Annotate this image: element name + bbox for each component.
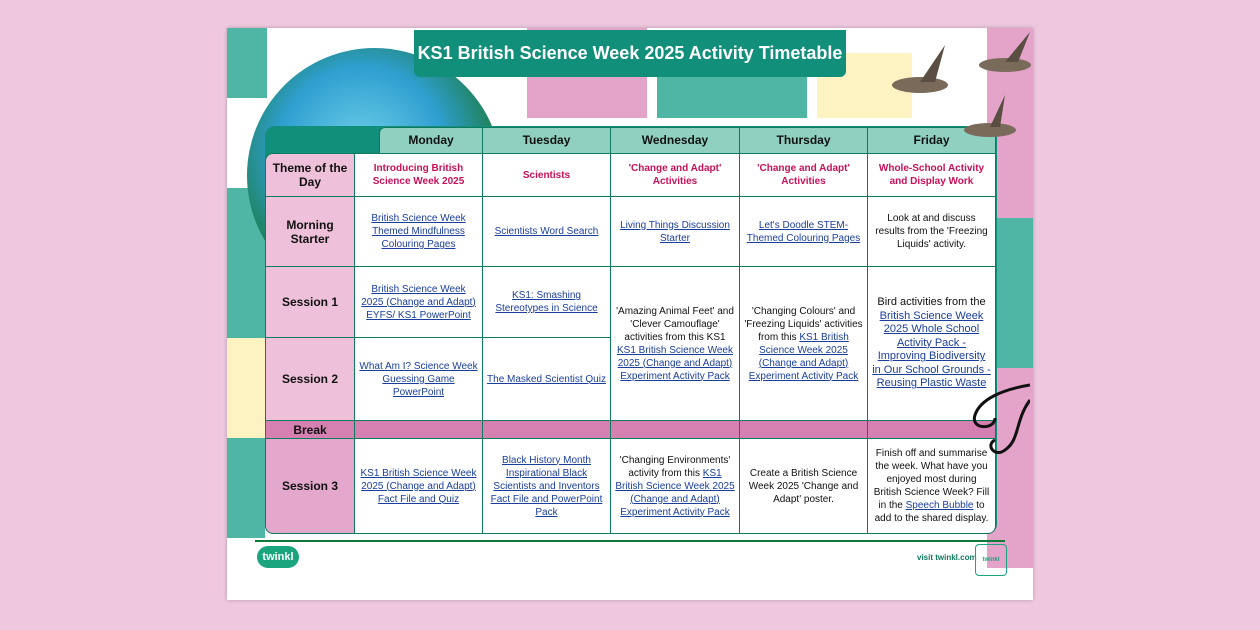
theme-wednesday: 'Change and Adapt' Activities xyxy=(610,153,740,197)
cell-text: Finish off and summarise the week. What have you enjoyed most during British Science Week? Fill in the xyxy=(873,448,990,511)
cell-text: 'Amazing Animal Feet' and 'Clever Camouflage' activities from this KS1 xyxy=(616,305,734,343)
twinkl-logo: twinkl xyxy=(257,546,299,568)
session12-thursday xyxy=(739,266,868,421)
break-monday xyxy=(354,420,483,439)
morning-wednesday xyxy=(610,196,740,267)
resource-link[interactable]: Scientists Word Search xyxy=(494,226,599,237)
session2-tuesday xyxy=(482,337,611,421)
resource-link[interactable]: The Masked Scientist Quiz xyxy=(487,373,606,385)
morning-friday: Look at and discuss results from the 'Freezing Liquids' activity. xyxy=(867,196,996,267)
geese-illustration xyxy=(880,30,1040,160)
session1-tuesday xyxy=(482,266,611,338)
resource-link[interactable]: British Science Week 2025 (Change and Adapt) EYFS/ KS1 PowerPoint xyxy=(361,283,476,321)
morning-monday xyxy=(354,196,483,267)
morning-thursday xyxy=(739,196,868,267)
session1-monday xyxy=(354,266,483,338)
break-thursday xyxy=(739,420,868,439)
swirl-decoration xyxy=(960,380,1030,460)
cell-text: to add to the shared display. xyxy=(874,500,989,524)
page-title: KS1 British Science Week 2025 Activity Timetable xyxy=(414,30,846,77)
bg-tile xyxy=(997,218,1033,368)
speech-bubble-link[interactable]: Speech Bubble xyxy=(905,500,974,511)
header-tuesday: Tuesday xyxy=(482,127,611,154)
cell-text: 'Changing Environments' activity from this xyxy=(619,454,731,479)
theme-monday: Introducing British Science Week 2025 xyxy=(354,153,483,197)
cell-text: 'Changing Colours' and 'Freezing Liquids' activities from this xyxy=(744,305,863,343)
break-wednesday xyxy=(610,420,740,439)
session12-wednesday xyxy=(610,266,740,421)
bg-tile xyxy=(227,338,265,438)
row-label-theme: Theme of the Day xyxy=(265,153,355,197)
break-tuesday xyxy=(482,420,611,439)
header-friday: Friday xyxy=(867,127,996,154)
twinkl-badge: twinkl xyxy=(975,544,1007,576)
resource-link[interactable]: Let's Doodle STEM-Themed Colouring Pages xyxy=(746,219,861,244)
session3-monday xyxy=(354,438,483,534)
resource-link[interactable]: KS1 British Science Week 2025 (Change and Adapt) Experiment Activity Pack xyxy=(617,344,733,382)
resource-link[interactable]: What Am I? Science Week Guessing Game PowerPoint xyxy=(359,360,478,398)
theme-friday: Whole-School Activity and Display Work xyxy=(867,153,996,197)
row-label-morning: Morning Starter xyxy=(265,196,355,267)
visit-link[interactable]: visit twinkl.com xyxy=(917,553,977,562)
resource-link[interactable]: KS1 British Science Week 2025 (Change and Adapt) Experiment Activity Pack xyxy=(615,467,735,518)
resource-link[interactable]: KS1 British Science Week 2025 (Change and Adapt) Experiment Activity Pack xyxy=(748,331,859,382)
resource-link[interactable]: British Science Week 2025 Whole School Activity Pack - Improving Biodiversity in Our School Grounds - Reusing Plastic Waste xyxy=(872,309,991,390)
bg-tile xyxy=(227,28,267,98)
header-wednesday: Wednesday xyxy=(610,127,740,154)
resource-link[interactable]: British Science Week Themed Mindfulness Colouring Pages xyxy=(371,213,466,250)
morning-tuesday xyxy=(482,196,611,267)
session3-thursday: Create a British Science Week 2025 'Change and Adapt' poster. xyxy=(739,438,868,534)
resource-link[interactable]: Living Things Discussion Starter xyxy=(620,219,730,244)
row-label-session2: Session 2 xyxy=(265,337,355,421)
theme-thursday: 'Change and Adapt' Activities xyxy=(739,153,868,197)
session3-wednesday xyxy=(610,438,740,534)
header-thursday: Thursday xyxy=(739,127,868,154)
theme-tuesday: Scientists xyxy=(482,153,611,197)
session3-tuesday xyxy=(482,438,611,534)
resource-link[interactable]: Black History Month Inspirational Black Scientists and Inventors Fact File and PowerPoint Pack xyxy=(490,454,603,518)
resource-link[interactable]: KS1 British Science Week 2025 (Change and Adapt) Fact File and Quiz xyxy=(360,467,477,505)
row-label-break: Break xyxy=(265,420,355,439)
row-label-session3: Session 3 xyxy=(265,438,355,534)
row-label-session1: Session 1 xyxy=(265,266,355,338)
cell-text: Bird activities from the xyxy=(877,296,986,309)
header-monday: Monday xyxy=(379,127,483,154)
resource-link[interactable]: KS1: Smashing Stereotypes in Science xyxy=(495,290,598,314)
session2-monday xyxy=(354,337,483,421)
